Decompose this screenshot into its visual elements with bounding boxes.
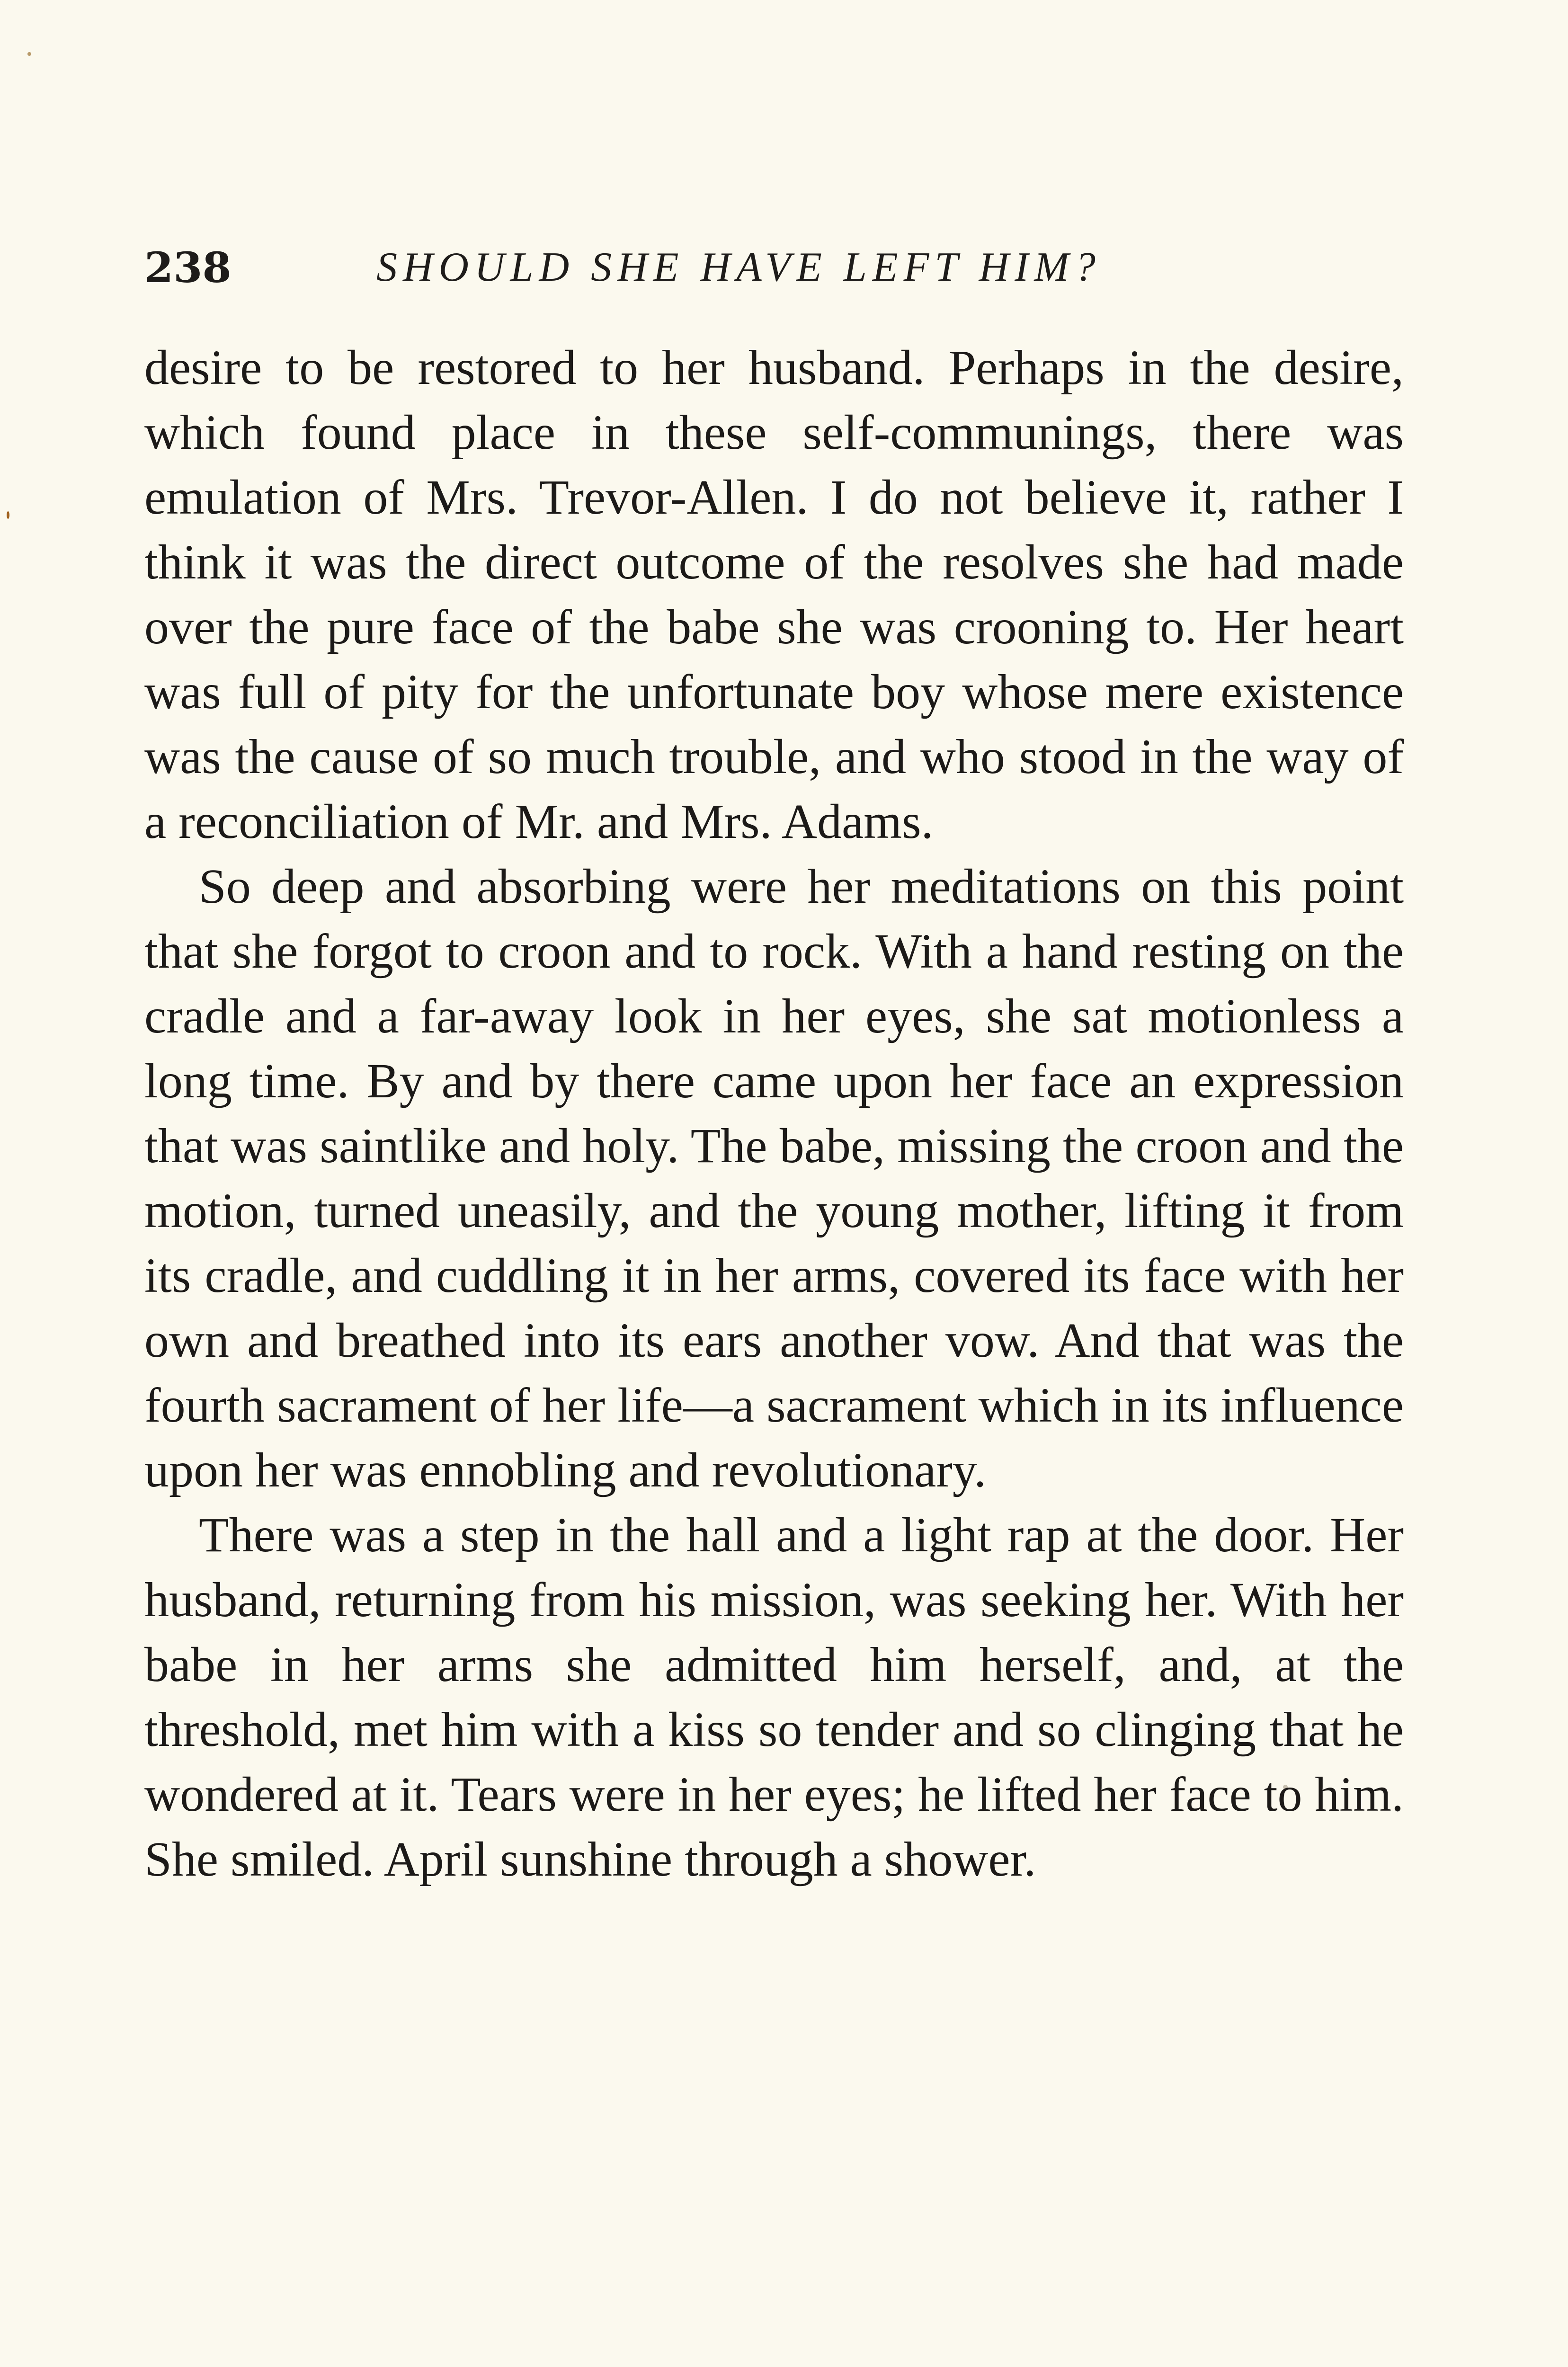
paper-speck	[27, 52, 31, 56]
running-title: SHOULD SHE HAVE LEFT HIM?	[376, 244, 1101, 290]
body-text	[144, 335, 1404, 1892]
paragraph-2: So deep and absorbing were her meditations on this point that she forgot to croon and to rock. With a hand resting on the cradle and a far-away look in her eyes, she sat motionless a long time. By and by there came upon her face an expression that was saintlike and holy. The babe, missing the croon and the motion, turned uneasily, and the young mother, lifting it from its cradle, and cuddling it in her arms, covered its face with her own and breathed into its ears another vow. And that was the fourth sacrament of her life—a sacrament which in its influence upon her was ennobling and revolutionary.	[144, 859, 1404, 1497]
running-head	[144, 237, 1404, 298]
paragraph-1: desire to be restored to her husband. Perhaps in the desire, which found place in these self-communings, there was emulation of Mrs. Trevor-Allen. I do not believe it, rather I think it was the direct outcome of the resolves she had made over the pure face of the babe she was crooning to. Her heart was full of pity for the unfortunate boy whose mere existence was the cause of so much trouble, and who stood in the way of a reconciliation of Mr. and Mrs. Adams.	[144, 340, 1404, 849]
paper-speck	[7, 511, 9, 519]
page-number: 238	[144, 243, 232, 292]
paragraph-3: There was a step in the hall and a light rap at the door. Her husband, returning from his mission, was seeking her. With her babe in her arms she admitted him herself, and, at the threshold, met him with a kiss so tender and so clinging that he wondered at it. Tears were in her eyes; he lifted her face to him. She smiled. April sunshine through a shower.	[144, 1508, 1404, 1886]
